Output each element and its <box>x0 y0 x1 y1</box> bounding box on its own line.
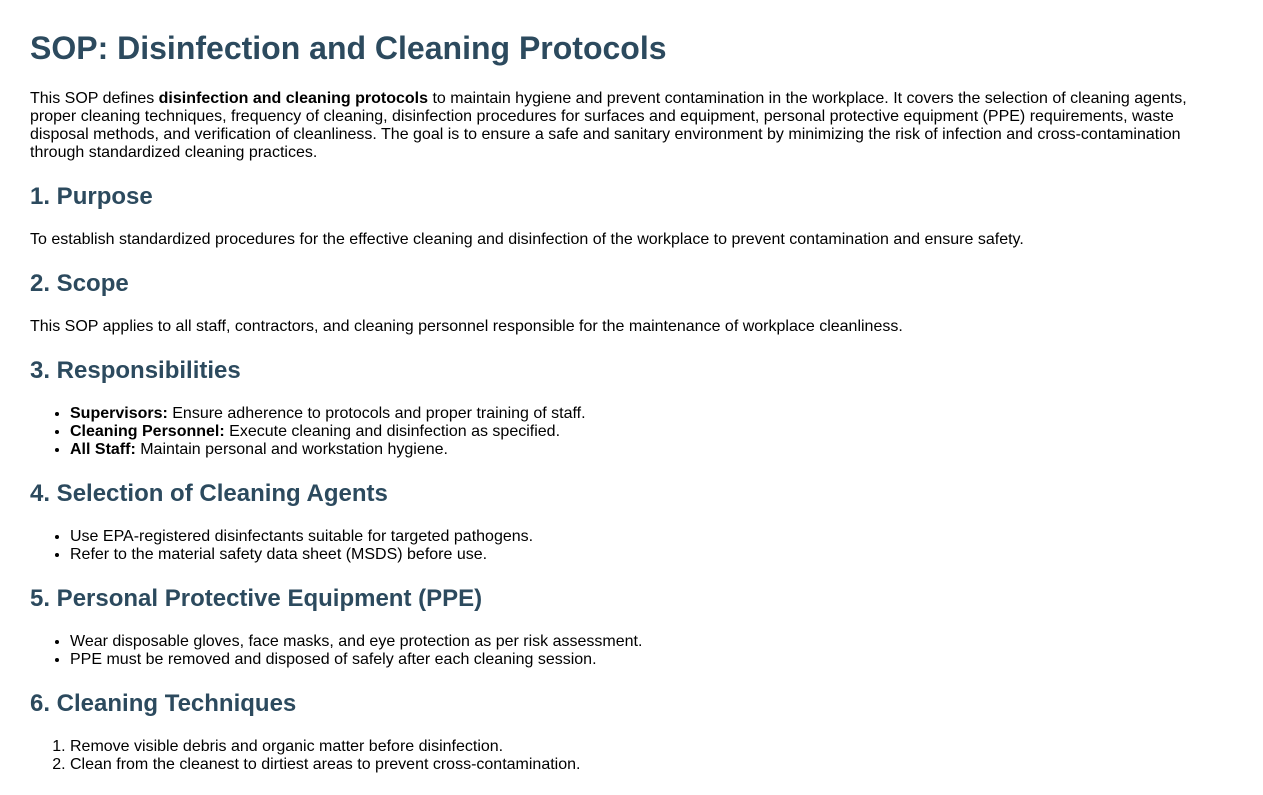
list-item: • Refer to the material safety data sheet (MSDS) before use. <box>70 546 1210 564</box>
scope-text: This SOP applies to all staff, contractors, and cleaning personnel responsible for the maintenance of workplace cleanliness. <box>30 318 903 335</box>
document-title: SOP: Disinfection and Cleaning Protocols <box>30 30 667 66</box>
intro-prefix: This SOP defines <box>30 90 159 107</box>
ppe-heading: 5. Personal Protective Equipment (PPE) <box>30 585 483 612</box>
role-label: Supervisors: <box>70 405 168 422</box>
techniques-heading: 6. Cleaning Techniques <box>30 690 297 717</box>
intro-paragraph <box>30 90 1210 162</box>
list-item: • Wear disposable gloves, face masks, and eye protection as per risk assessment. <box>70 633 1210 651</box>
list-item: 2. Clean from the cleanest to dirtiest areas to prevent cross-contamination. <box>70 756 1210 774</box>
role-label: All Staff: <box>70 441 136 458</box>
list-item: • Use EPA-registered disinfectants suitable for targeted pathogens. <box>70 528 1210 546</box>
responsibilities-list <box>30 405 1210 459</box>
agents-heading: 4. Selection of Cleaning Agents <box>30 480 388 507</box>
responsibilities-heading: 3. Responsibilities <box>30 357 241 384</box>
scope-heading: 2. Scope <box>30 270 129 297</box>
purpose-text: To establish standardized procedures for the effective cleaning and disinfection of the workplace to prevent contamination and ensure safety. <box>30 231 1024 248</box>
techniques-list <box>30 738 1210 774</box>
intro-suffix: to maintain hygiene and prevent contamination in the workplace. It covers the selection of cleaning agents, proper cleaning techniques, frequency of cleaning, disinfection procedures for surfaces and equipment, personal protective equipment (PPE) requirements, waste disposal methods, and verification of cleanliness. The goal is to ensure a safe and sanitary environment by minimizing the risk of infection and cross-contamination through standardized cleaning practices. <box>30 90 1187 161</box>
role-description: Maintain personal and workstation hygiene. <box>135 441 448 458</box>
list-item: • PPE must be removed and disposed of safely after each cleaning session. <box>70 651 1210 669</box>
list-item: 1. Remove visible debris and organic matter before disinfection. <box>70 738 1210 756</box>
role-description: Ensure adherence to protocols and proper training of staff. <box>167 405 586 422</box>
role-label: Cleaning Personnel: <box>70 423 225 440</box>
list-item <box>70 441 1210 459</box>
agents-list <box>30 528 1210 564</box>
list-item <box>70 423 1210 441</box>
intro-bold: disinfection and cleaning protocols <box>158 90 429 107</box>
ppe-list <box>30 633 1210 669</box>
role-description: Execute cleaning and disinfection as specified. <box>224 423 561 440</box>
list-item <box>70 405 1210 423</box>
sop-document <box>30 30 1210 795</box>
purpose-heading: 1. Purpose <box>30 183 153 210</box>
